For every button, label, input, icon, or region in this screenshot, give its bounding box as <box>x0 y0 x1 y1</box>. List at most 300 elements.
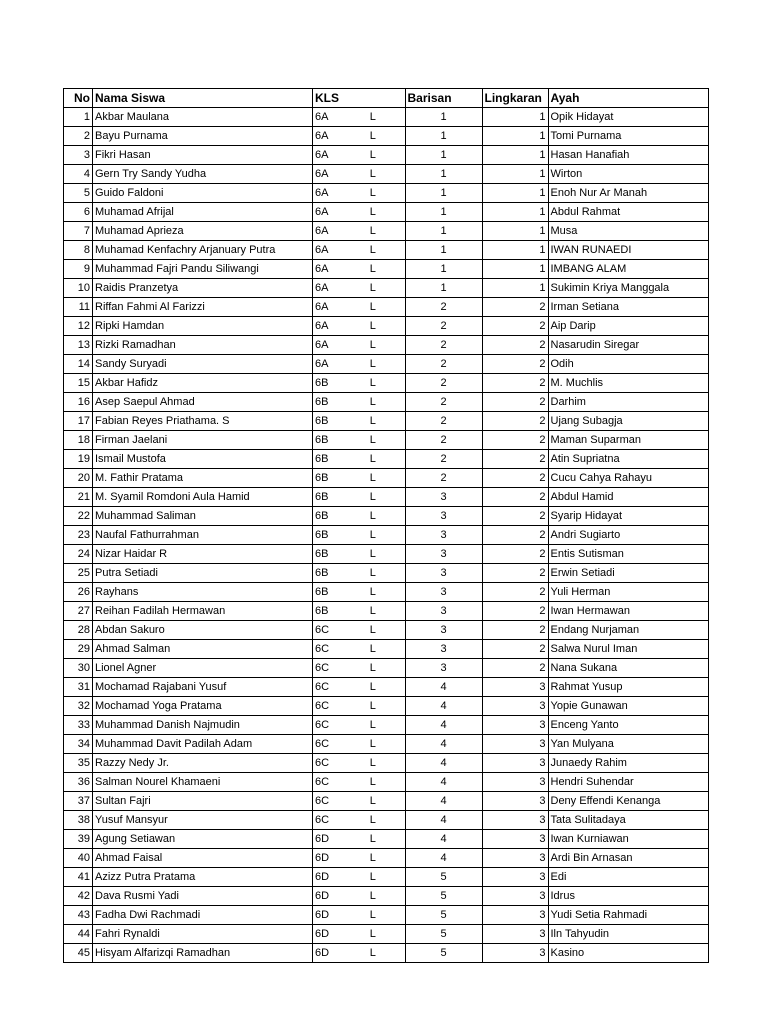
cell-gender: L <box>341 469 405 488</box>
cell-lingkaran: 2 <box>482 374 548 393</box>
cell-barisan: 3 <box>405 564 482 583</box>
cell-gender: L <box>341 944 405 963</box>
student-table <box>63 88 709 963</box>
cell-gender: L <box>341 336 405 355</box>
cell-barisan: 1 <box>405 203 482 222</box>
cell-no: 18 <box>64 431 93 450</box>
cell-no: 4 <box>64 165 93 184</box>
cell-kls: 6A <box>313 336 342 355</box>
cell-lingkaran: 3 <box>482 811 548 830</box>
cell-gender: L <box>341 488 405 507</box>
cell-nama-siswa: Agung Setiawan <box>93 830 313 849</box>
cell-ayah: Iwan Hermawan <box>548 602 708 621</box>
table-row <box>64 944 709 963</box>
cell-barisan: 5 <box>405 906 482 925</box>
cell-ayah: Tomi Purnama <box>548 127 708 146</box>
cell-lingkaran: 2 <box>482 393 548 412</box>
cell-barisan: 3 <box>405 507 482 526</box>
cell-barisan: 3 <box>405 640 482 659</box>
cell-kls: 6C <box>313 621 342 640</box>
cell-gender: L <box>341 222 405 241</box>
cell-kls: 6B <box>313 526 342 545</box>
cell-no: 9 <box>64 260 93 279</box>
table-row <box>64 127 709 146</box>
cell-ayah: Maman Suparman <box>548 431 708 450</box>
cell-barisan: 2 <box>405 431 482 450</box>
cell-kls: 6B <box>313 564 342 583</box>
cell-gender: L <box>341 868 405 887</box>
cell-kls: 6A <box>313 241 342 260</box>
cell-gender: L <box>341 279 405 298</box>
table-row <box>64 526 709 545</box>
cell-no: 24 <box>64 545 93 564</box>
cell-nama-siswa: Guido Faldoni <box>93 184 313 203</box>
cell-barisan: 1 <box>405 184 482 203</box>
cell-nama-siswa: Ahmad Faisal <box>93 849 313 868</box>
cell-barisan: 3 <box>405 526 482 545</box>
cell-kls: 6C <box>313 716 342 735</box>
cell-ayah: Abdul Rahmat <box>548 203 708 222</box>
cell-kls: 6C <box>313 754 342 773</box>
cell-ayah: Endang Nurjaman <box>548 621 708 640</box>
cell-gender: L <box>341 735 405 754</box>
cell-barisan: 1 <box>405 241 482 260</box>
cell-kls: 6B <box>313 412 342 431</box>
cell-ayah: Iwan Kurniawan <box>548 830 708 849</box>
cell-ayah: Tata Sulitadaya <box>548 811 708 830</box>
cell-kls: 6B <box>313 545 342 564</box>
cell-ayah: IMBANG ALAM <box>548 260 708 279</box>
cell-barisan: 4 <box>405 754 482 773</box>
header-barisan: Barisan <box>405 89 482 108</box>
cell-ayah: Yopie Gunawan <box>548 697 708 716</box>
cell-nama-siswa: Mochamad Yoga Pratama <box>93 697 313 716</box>
cell-kls: 6D <box>313 944 342 963</box>
cell-no: 17 <box>64 412 93 431</box>
cell-gender: L <box>341 450 405 469</box>
table-row <box>64 640 709 659</box>
table-row <box>64 754 709 773</box>
cell-kls: 6C <box>313 640 342 659</box>
cell-gender: L <box>341 906 405 925</box>
cell-no: 8 <box>64 241 93 260</box>
cell-gender: L <box>341 792 405 811</box>
cell-ayah: Iln Tahyudin <box>548 925 708 944</box>
cell-barisan: 2 <box>405 336 482 355</box>
cell-nama-siswa: Muhammad Fajri Pandu Siliwangi <box>93 260 313 279</box>
cell-lingkaran: 1 <box>482 222 548 241</box>
cell-kls: 6B <box>313 602 342 621</box>
cell-lingkaran: 1 <box>482 279 548 298</box>
cell-ayah: M. Muchlis <box>548 374 708 393</box>
cell-nama-siswa: Muhamad Kenfachry Arjanuary Putra <box>93 241 313 260</box>
cell-barisan: 4 <box>405 811 482 830</box>
cell-ayah: Ardi Bin Arnasan <box>548 849 708 868</box>
cell-ayah: IWAN RUNAEDI <box>548 241 708 260</box>
cell-gender: L <box>341 754 405 773</box>
cell-no: 33 <box>64 716 93 735</box>
cell-lingkaran: 2 <box>482 545 548 564</box>
cell-barisan: 3 <box>405 545 482 564</box>
cell-nama-siswa: Raidis Pranzetya <box>93 279 313 298</box>
cell-barisan: 2 <box>405 393 482 412</box>
cell-gender: L <box>341 127 405 146</box>
cell-lingkaran: 3 <box>482 754 548 773</box>
cell-nama-siswa: Mochamad Rajabani Yusuf <box>93 678 313 697</box>
cell-gender: L <box>341 412 405 431</box>
cell-gender: L <box>341 203 405 222</box>
cell-no: 23 <box>64 526 93 545</box>
table-row <box>64 792 709 811</box>
table-row <box>64 317 709 336</box>
table-row <box>64 697 709 716</box>
cell-barisan: 4 <box>405 716 482 735</box>
cell-no: 6 <box>64 203 93 222</box>
table-row <box>64 488 709 507</box>
cell-kls: 6D <box>313 887 342 906</box>
cell-nama-siswa: Ismail Mustofa <box>93 450 313 469</box>
cell-ayah: Yudi Setia Rahmadi <box>548 906 708 925</box>
cell-kls: 6A <box>313 184 342 203</box>
table-row <box>64 412 709 431</box>
cell-kls: 6A <box>313 222 342 241</box>
cell-nama-siswa: M. Syamil Romdoni Aula Hamid <box>93 488 313 507</box>
cell-lingkaran: 2 <box>482 336 548 355</box>
cell-ayah: Abdul Hamid <box>548 488 708 507</box>
cell-no: 14 <box>64 355 93 374</box>
cell-no: 5 <box>64 184 93 203</box>
cell-kls: 6B <box>313 583 342 602</box>
cell-barisan: 3 <box>405 488 482 507</box>
cell-lingkaran: 3 <box>482 887 548 906</box>
cell-gender: L <box>341 317 405 336</box>
cell-lingkaran: 3 <box>482 792 548 811</box>
header-nama-siswa: Nama Siswa <box>93 89 313 108</box>
cell-no: 40 <box>64 849 93 868</box>
cell-no: 35 <box>64 754 93 773</box>
cell-lingkaran: 2 <box>482 526 548 545</box>
cell-kls: 6B <box>313 488 342 507</box>
cell-kls: 6A <box>313 127 342 146</box>
cell-no: 3 <box>64 146 93 165</box>
cell-barisan: 4 <box>405 773 482 792</box>
cell-nama-siswa: Firman Jaelani <box>93 431 313 450</box>
cell-ayah: Wirton <box>548 165 708 184</box>
cell-no: 22 <box>64 507 93 526</box>
cell-barisan: 2 <box>405 317 482 336</box>
cell-gender: L <box>341 165 405 184</box>
table-row <box>64 545 709 564</box>
cell-no: 21 <box>64 488 93 507</box>
cell-no: 12 <box>64 317 93 336</box>
cell-ayah: Enoh Nur Ar Manah <box>548 184 708 203</box>
cell-gender: L <box>341 146 405 165</box>
cell-nama-siswa: Sandy Suryadi <box>93 355 313 374</box>
cell-no: 36 <box>64 773 93 792</box>
cell-ayah: Edi <box>548 868 708 887</box>
cell-no: 28 <box>64 621 93 640</box>
cell-nama-siswa: Hisyam Alfarizqi Ramadhan <box>93 944 313 963</box>
cell-lingkaran: 1 <box>482 165 548 184</box>
table-row <box>64 507 709 526</box>
cell-lingkaran: 3 <box>482 830 548 849</box>
cell-lingkaran: 1 <box>482 127 548 146</box>
cell-nama-siswa: Rizki Ramadhan <box>93 336 313 355</box>
cell-nama-siswa: Muhammad Danish Najmudin <box>93 716 313 735</box>
cell-kls: 6A <box>313 279 342 298</box>
cell-barisan: 1 <box>405 165 482 184</box>
cell-gender: L <box>341 640 405 659</box>
cell-kls: 6D <box>313 925 342 944</box>
cell-gender: L <box>341 526 405 545</box>
cell-barisan: 4 <box>405 697 482 716</box>
cell-nama-siswa: Abdan Sakuro <box>93 621 313 640</box>
cell-nama-siswa: Reihan Fadilah Hermawan <box>93 602 313 621</box>
cell-nama-siswa: Bayu Purnama <box>93 127 313 146</box>
cell-no: 1 <box>64 108 93 127</box>
cell-ayah: Syarip Hidayat <box>548 507 708 526</box>
table-row <box>64 830 709 849</box>
cell-barisan: 5 <box>405 925 482 944</box>
cell-ayah: Nana Sukana <box>548 659 708 678</box>
cell-kls: 6D <box>313 868 342 887</box>
cell-nama-siswa: Fahri Rynaldi <box>93 925 313 944</box>
cell-nama-siswa: Putra Setiadi <box>93 564 313 583</box>
cell-no: 39 <box>64 830 93 849</box>
cell-barisan: 4 <box>405 792 482 811</box>
cell-nama-siswa: Rayhans <box>93 583 313 602</box>
cell-lingkaran: 1 <box>482 146 548 165</box>
cell-nama-siswa: Gern Try Sandy Yudha <box>93 165 313 184</box>
cell-no: 2 <box>64 127 93 146</box>
cell-kls: 6C <box>313 792 342 811</box>
cell-barisan: 3 <box>405 659 482 678</box>
cell-lingkaran: 2 <box>482 659 548 678</box>
cell-ayah: Entis Sutisman <box>548 545 708 564</box>
cell-gender: L <box>341 697 405 716</box>
header-ayah: Ayah <box>548 89 708 108</box>
cell-kls: 6B <box>313 374 342 393</box>
cell-ayah: Sukimin Kriya Manggala <box>548 279 708 298</box>
cell-barisan: 4 <box>405 735 482 754</box>
cell-lingkaran: 2 <box>482 507 548 526</box>
cell-lingkaran: 3 <box>482 735 548 754</box>
cell-lingkaran: 2 <box>482 431 548 450</box>
cell-gender: L <box>341 393 405 412</box>
cell-barisan: 5 <box>405 944 482 963</box>
cell-gender: L <box>341 830 405 849</box>
table-row <box>64 925 709 944</box>
cell-lingkaran: 2 <box>482 317 548 336</box>
cell-barisan: 1 <box>405 108 482 127</box>
cell-lingkaran: 1 <box>482 203 548 222</box>
header-no: No <box>64 89 93 108</box>
cell-kls: 6A <box>313 203 342 222</box>
table-row <box>64 374 709 393</box>
table-row <box>64 602 709 621</box>
cell-barisan: 1 <box>405 146 482 165</box>
header-lingkaran: Lingkaran <box>482 89 548 108</box>
cell-gender: L <box>341 545 405 564</box>
cell-ayah: Aip Darip <box>548 317 708 336</box>
cell-no: 26 <box>64 583 93 602</box>
cell-nama-siswa: Sultan Fajri <box>93 792 313 811</box>
cell-no: 13 <box>64 336 93 355</box>
cell-no: 7 <box>64 222 93 241</box>
cell-lingkaran: 3 <box>482 868 548 887</box>
table-row <box>64 716 709 735</box>
cell-gender: L <box>341 184 405 203</box>
cell-lingkaran: 2 <box>482 640 548 659</box>
cell-nama-siswa: Dava Rusmi Yadi <box>93 887 313 906</box>
cell-barisan: 3 <box>405 602 482 621</box>
table-row <box>64 146 709 165</box>
table-row <box>64 564 709 583</box>
cell-ayah: Yan Mulyana <box>548 735 708 754</box>
cell-lingkaran: 3 <box>482 716 548 735</box>
cell-lingkaran: 1 <box>482 184 548 203</box>
cell-nama-siswa: Naufal Fathurrahman <box>93 526 313 545</box>
cell-nama-siswa: Akbar Hafidz <box>93 374 313 393</box>
cell-gender: L <box>341 431 405 450</box>
cell-ayah: Idrus <box>548 887 708 906</box>
cell-no: 19 <box>64 450 93 469</box>
cell-gender: L <box>341 355 405 374</box>
cell-barisan: 1 <box>405 279 482 298</box>
cell-no: 25 <box>64 564 93 583</box>
table-row <box>64 906 709 925</box>
cell-barisan: 4 <box>405 830 482 849</box>
cell-gender: L <box>341 678 405 697</box>
cell-ayah: Ujang Subagja <box>548 412 708 431</box>
table-row <box>64 469 709 488</box>
cell-barisan: 5 <box>405 887 482 906</box>
cell-barisan: 1 <box>405 127 482 146</box>
cell-barisan: 2 <box>405 450 482 469</box>
cell-lingkaran: 3 <box>482 678 548 697</box>
cell-gender: L <box>341 564 405 583</box>
cell-no: 41 <box>64 868 93 887</box>
cell-barisan: 4 <box>405 849 482 868</box>
cell-lingkaran: 3 <box>482 906 548 925</box>
cell-kls: 6C <box>313 678 342 697</box>
cell-nama-siswa: Fabian Reyes Priathama. S <box>93 412 313 431</box>
cell-lingkaran: 3 <box>482 925 548 944</box>
cell-ayah: Deny Effendi Kenanga <box>548 792 708 811</box>
cell-kls: 6B <box>313 469 342 488</box>
cell-lingkaran: 3 <box>482 697 548 716</box>
cell-kls: 6A <box>313 317 342 336</box>
table-row <box>64 184 709 203</box>
cell-lingkaran: 1 <box>482 241 548 260</box>
cell-lingkaran: 2 <box>482 450 548 469</box>
cell-no: 27 <box>64 602 93 621</box>
header-gender <box>341 89 405 108</box>
cell-lingkaran: 1 <box>482 108 548 127</box>
cell-no: 42 <box>64 887 93 906</box>
cell-no: 20 <box>64 469 93 488</box>
cell-lingkaran: 3 <box>482 849 548 868</box>
cell-gender: L <box>341 716 405 735</box>
cell-nama-siswa: Riffan Fahmi Al Farizzi <box>93 298 313 317</box>
cell-gender: L <box>341 507 405 526</box>
cell-ayah: Darhim <box>548 393 708 412</box>
cell-ayah: Hasan Hanafiah <box>548 146 708 165</box>
cell-no: 31 <box>64 678 93 697</box>
cell-nama-siswa: Ripki Hamdan <box>93 317 313 336</box>
cell-ayah: Andri Sugiarto <box>548 526 708 545</box>
table-row <box>64 583 709 602</box>
cell-ayah: Cucu Cahya Rahayu <box>548 469 708 488</box>
table-row <box>64 659 709 678</box>
cell-gender: L <box>341 925 405 944</box>
cell-lingkaran: 2 <box>482 564 548 583</box>
cell-kls: 6A <box>313 355 342 374</box>
cell-ayah: Nasarudin Siregar <box>548 336 708 355</box>
table-row <box>64 393 709 412</box>
cell-kls: 6A <box>313 260 342 279</box>
table-row <box>64 355 709 374</box>
table-row <box>64 621 709 640</box>
cell-barisan: 3 <box>405 583 482 602</box>
cell-barisan: 2 <box>405 374 482 393</box>
cell-kls: 6D <box>313 906 342 925</box>
table-row <box>64 241 709 260</box>
cell-barisan: 1 <box>405 260 482 279</box>
cell-nama-siswa: Muhammad Saliman <box>93 507 313 526</box>
cell-kls: 6B <box>313 431 342 450</box>
cell-ayah: Musa <box>548 222 708 241</box>
table-row <box>64 222 709 241</box>
cell-lingkaran: 2 <box>482 583 548 602</box>
cell-gender: L <box>341 887 405 906</box>
cell-gender: L <box>341 583 405 602</box>
table-row <box>64 431 709 450</box>
table-row <box>64 868 709 887</box>
table-row <box>64 450 709 469</box>
cell-gender: L <box>341 811 405 830</box>
cell-ayah: Enceng Yanto <box>548 716 708 735</box>
cell-kls: 6C <box>313 659 342 678</box>
cell-kls: 6A <box>313 146 342 165</box>
cell-nama-siswa: Asep Saepul Ahmad <box>93 393 313 412</box>
cell-ayah: Atin Supriatna <box>548 450 708 469</box>
cell-no: 15 <box>64 374 93 393</box>
cell-kls: 6D <box>313 830 342 849</box>
cell-kls: 6C <box>313 773 342 792</box>
cell-nama-siswa: Yusuf Mansyur <box>93 811 313 830</box>
cell-ayah: Opik Hidayat <box>548 108 708 127</box>
cell-lingkaran: 2 <box>482 602 548 621</box>
cell-ayah: Kasino <box>548 944 708 963</box>
cell-nama-siswa: Azizz Putra Pratama <box>93 868 313 887</box>
cell-kls: 6B <box>313 393 342 412</box>
cell-kls: 6A <box>313 108 342 127</box>
cell-nama-siswa: Ahmad Salman <box>93 640 313 659</box>
cell-gender: L <box>341 108 405 127</box>
cell-lingkaran: 2 <box>482 355 548 374</box>
cell-ayah: Rahmat Yusup <box>548 678 708 697</box>
cell-no: 34 <box>64 735 93 754</box>
cell-no: 32 <box>64 697 93 716</box>
cell-nama-siswa: Akbar Maulana <box>93 108 313 127</box>
cell-lingkaran: 2 <box>482 412 548 431</box>
cell-nama-siswa: Razzy Nedy Jr. <box>93 754 313 773</box>
cell-kls: 6B <box>313 450 342 469</box>
table-row <box>64 298 709 317</box>
cell-gender: L <box>341 849 405 868</box>
cell-nama-siswa: Lionel Agner <box>93 659 313 678</box>
